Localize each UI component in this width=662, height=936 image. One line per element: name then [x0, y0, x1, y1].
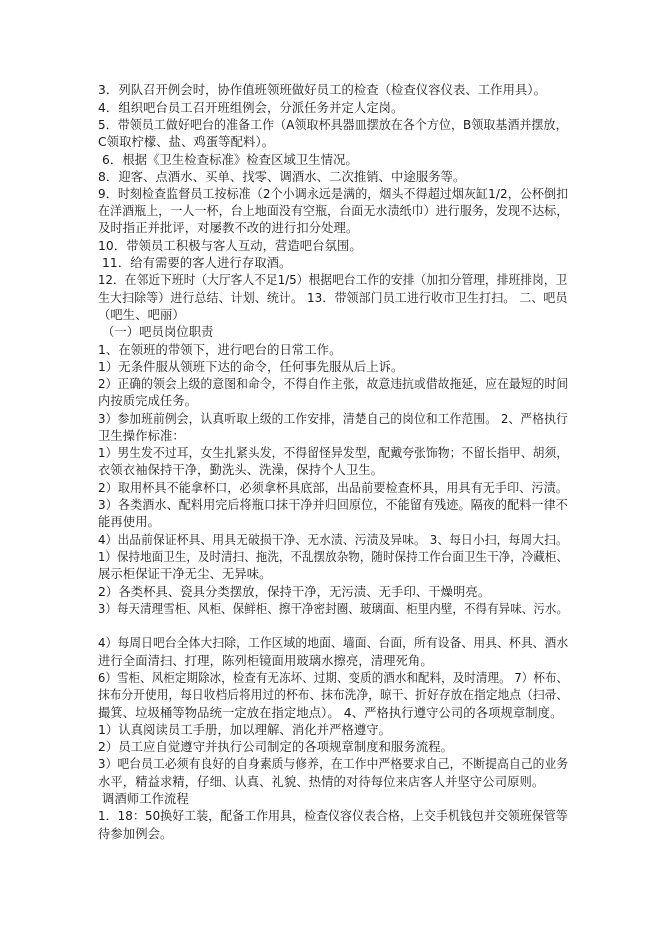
- text-line: 6）雪柜、风柜定期除冰，检查有无冻坏、过期、变质的酒水和配料，及时清理。 7）杯布、: [98, 671, 569, 685]
- text-line: 3）参加班前例会，认真听取上级的工作安排，清楚自己的岗位和工作范围。 2、严格执行: [98, 412, 568, 426]
- text-line: 3）各类酒水、配料用完后将瓶口抹干净并归回原位，不能留有残迹。隔夜的配料一律不: [98, 498, 568, 512]
- text-line: 3．列队召开例会时，协作值班领班做好员工的检查（检查仪容仪表、工作用具）。: [98, 83, 547, 97]
- text-line: 6．根据《卫生检查标准》检查区域卫生情况。: [102, 153, 358, 167]
- text-line: 1）认真阅读员工手册，加以理解、消化并严格遵守。: [98, 723, 392, 737]
- text-line: 撮箕、垃圾桶等物品统一定放在指定地点）。 4、严格执行遵守公司的各项规章制度。: [98, 706, 563, 720]
- text-line: 3）吧台员工必须有良好的自身素质与修养，在工作中严格要求自己，不断提高自己的业务: [98, 757, 569, 771]
- text-line: 2）取用杯具不能拿杯口，必须拿杯具底部，出品前要检查杯具，用具有无手印、污渍。: [98, 481, 568, 495]
- text-line: 2）员工应自觉遵守并执行公司制定的各项规章制度和服务流程。: [98, 740, 454, 754]
- text-line: 及时指正并批评，对屡教不改的进行扣分处理。: [98, 221, 359, 235]
- text-line: 进行全面清扫、打理，陈列柜镜面用玻璃水擦亮，清理死角。: [98, 654, 433, 668]
- text-line: 4）出品前保证杯具、用具无破损干净、无水渍、污渍及异味。 3、每日小扫，每周大扫。: [98, 533, 568, 547]
- text-line: 生大扫除等）进行总结、计划、统计。 13．带领部门员工进行收市卫生打扫。 二、吧员: [98, 291, 568, 305]
- text-line: 10．带领员工积极与客人互动，营造吧台氛围。: [98, 239, 362, 253]
- text-line: 5．带领员工做好吧台的准备工作（A领取杯具器皿摆放在各个方位，B领取基酒并摆放，: [98, 118, 568, 132]
- text-line: 能再使用。: [98, 515, 160, 529]
- text-line: 衣领衣袖保持干净，勤洗头、洗澡，保持个人卫生。: [98, 463, 384, 477]
- text-line: 12．在邻近下班时（大厅客人不足1/5）根据吧台工作的安排（加扣分管理，排班排岗，卫: [98, 273, 568, 287]
- text-line: 卫生操作标准：: [98, 429, 185, 443]
- text-line: 2）正确的领会上级的意图和命令，不得自作主张，故意违抗或借故拖延，应在最短的时间: [98, 377, 569, 391]
- text-line: 1）保持地面卫生，及时清扫、拖洗，不乱摆放杂物，随时保持工作台面卫生干净，冷藏柜、: [98, 550, 569, 564]
- text-line: 4．组织吧台员工召开班组例会，分派任务并定人定岗。: [98, 101, 404, 115]
- text-line: 水平，精益求精，仔细、认真、礼貌、热情的对待每位来店客人并坚守公司原则。: [98, 775, 545, 789]
- text-line: 在洋酒瓶上，一人一杯，台上地面没有空瓶，台面无水渍纸巾）进行服务，发现不达标，: [98, 204, 569, 218]
- text-line: 1）无条件服从领班下达的命令，任何事先服从后上诉。: [98, 360, 404, 374]
- text-line: 1）男生发不过耳，女生扎紧头发，不得留怪异发型，配戴夸张饰物；不留长指甲、胡须，: [98, 446, 569, 460]
- text-line: （吧生、吧丽）: [98, 308, 185, 322]
- text-line: 展示柜保证干净无尘、无异味。: [98, 567, 272, 581]
- text-line: 8．迎客、点酒水、买单、找零、调酒水、二次推销、中途服务等。: [98, 170, 466, 184]
- text-line: 9．时刻检查监督员工按标准（2个小调永远是满的，烟头不得超过烟灰缸1/2，公杯倒扣: [98, 187, 569, 201]
- text-line: 1．18：50换好工装，配备工作用具，检查仪容仪表合格，上交手机钱包并交领班保管等: [98, 809, 568, 823]
- text-line: 11．给有需要的客人进行存取酒。: [102, 256, 292, 270]
- text-line: 待参加例会。: [98, 827, 173, 841]
- text-line: 内按质完成任务。: [98, 394, 198, 408]
- section-heading: （一）吧员岗位职责: [102, 325, 214, 339]
- text-line: 抹布分开使用，每日收档后将用过的杯布、抹布洗净，晾干、折好存放在指定地点（扫帚、: [98, 688, 569, 702]
- text-line: 4）每周日吧台全体大扫除，工作区域的地面、墙面、台面，所有设备、用具、杯具、酒水: [98, 636, 569, 650]
- text-line: 2）各类杯具、瓷具分类摆放，保持干净，无污渍、无手印、干燥明亮。: [98, 585, 491, 599]
- text-line: 1、在领班的带领下，进行吧台的日常工作。: [98, 343, 342, 357]
- text-line: C领取柠檬、盐、鸡蛋等配料）。: [98, 135, 275, 149]
- text-line: 3）每天清理雪柜、风柜、保鲜柜、擦干净密封圈、玻璃面、柜里内壁，不得有异味、污水。: [98, 602, 569, 616]
- section-heading: 调酒师工作流程: [102, 792, 189, 806]
